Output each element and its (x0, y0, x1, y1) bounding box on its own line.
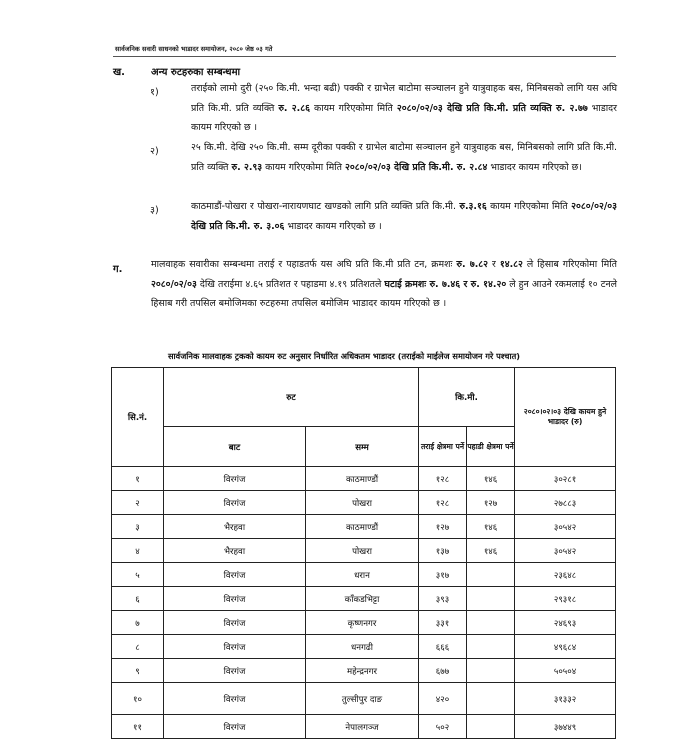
cell-from: भैरहवा (164, 539, 306, 563)
cell-hill-km: १४६ (467, 467, 515, 491)
cell-rate: ५०५०४ (515, 659, 616, 683)
cell-to: काठमाण्डौं (306, 467, 419, 491)
item-2-text-a: २५ कि.मी. देखि २५० कि.मी. सम्म दूरीका पक्की र ग्राभेल बाटोमा सञ्चालन हुने यात्रुवाहक बस, मिनिबसको लागि प्रति कि.मी. प्रति व्यक्ति (191, 142, 617, 173)
header-km: कि.मी. (419, 368, 515, 427)
ga-date: २०८०/०२/०३ (151, 278, 197, 290)
cell-hill-km (467, 715, 515, 739)
header-route: रुट (164, 368, 419, 427)
header-to: सम्म (306, 427, 419, 467)
cell-to: महेन्द्रनगर (306, 659, 419, 683)
header-from: बाट (164, 427, 306, 467)
running-header: सार्वजनिक सवारी साधनको भाडादर समायोजन, २०८० जेष्ठ ०३ गते (115, 45, 273, 53)
cell-hill-km (467, 611, 515, 635)
item-2-rate-old: रु. २.९३ (231, 161, 263, 173)
cell-rate: ३०५४२ (515, 515, 616, 539)
cell-hill-km (467, 635, 515, 659)
cell-rate: २९३१८ (515, 587, 616, 611)
cell-terai-km: ४२० (419, 683, 467, 715)
ga-text-b: र (488, 259, 500, 270)
cell-rate: २७८८३ (515, 491, 616, 515)
table-row (112, 539, 616, 563)
section-kha-marker: ख. (113, 67, 125, 78)
cell-terai-km: १३७ (419, 539, 467, 563)
table-row (112, 491, 616, 515)
item-1-text-b: कायम गरिएकोमा मिति (309, 102, 397, 114)
item-2-paragraph (191, 138, 617, 177)
cell-hill-km: १४६ (467, 515, 515, 539)
cell-to: नेपालगञ्ज (306, 715, 419, 739)
table-row (112, 563, 616, 587)
cell-from: विरगंज (164, 715, 306, 739)
cell-to: तुल्सीपुर दाङ (306, 683, 419, 715)
item-2-new-rate: २०८०/०२/०३ देखि प्रति कि.मी. रु. २.८४ (344, 161, 488, 173)
item-1-text-c: भाडादर कायम गरिएको छ । (191, 102, 617, 133)
item-1-rate-old: रु. २.८६ (278, 102, 310, 114)
table-row (112, 611, 616, 635)
item-2-text-c: भाडादर कायम गरिएको छ। (487, 161, 582, 173)
cell-to: पोखरा (306, 539, 419, 563)
cell-serial-number: १ (112, 467, 164, 491)
item-1-number: १) (150, 87, 159, 98)
table-row (112, 467, 616, 491)
table-row (112, 715, 616, 739)
cell-hill-km (467, 563, 515, 587)
table-row (112, 659, 616, 683)
cell-from: विरगंज (164, 467, 306, 491)
cell-serial-number: ४ (112, 539, 164, 563)
ga-text-d: देखि तराईमा ४.६५ प्रतिशत र पहाडमा ४.१९ प्रतिशतले (196, 278, 385, 290)
cell-terai-km: १२८ (419, 467, 467, 491)
item-3-text-c: भाडादर कायम गरिएको छ । (284, 220, 382, 232)
cell-terai-km: १२७ (419, 515, 467, 539)
header-terai: तराई क्षेत्रमा पर्ने (419, 427, 467, 467)
cell-serial-number: ११ (112, 715, 164, 739)
cell-to: काठमाण्डौं (306, 515, 419, 539)
cell-from: विरगंज (164, 635, 306, 659)
cell-to: कृष्णनगर (306, 611, 419, 635)
cell-serial-number: ६ (112, 587, 164, 611)
cell-terai-km: ५०२ (419, 715, 467, 739)
cell-serial-number: ३ (112, 515, 164, 539)
item-3-rate-old: रु.३.१६ (459, 201, 487, 212)
cell-from: विरगंज (164, 491, 306, 515)
header-serial-number: सि.नं. (112, 368, 164, 467)
ga-rate-2: १४.८२ (499, 259, 523, 270)
item-1-paragraph (191, 79, 617, 138)
cell-to: पोखरा (306, 491, 419, 515)
item-2-text-b: कायम गरिएकोमा मिति (262, 161, 345, 173)
cell-hill-km (467, 659, 515, 683)
cell-to: धरान (306, 563, 419, 587)
table-row (112, 515, 616, 539)
item-1-new-rate: २०८०/०२/०३ देखि प्रति कि.मी. प्रति व्यक्ति रु. २.७७ (396, 102, 588, 114)
cell-to: धनगढी (306, 635, 419, 659)
section-ga-marker: ग. (113, 264, 123, 275)
item-1-text-a: तराईको लामो दुरी (२५० कि.मी. भन्दा बढी) पक्की र ग्राभेल बाटोमा सञ्चालन हुने यात्रुवाहक बस, मिनिबसको लागि यस अघि प्रति कि.मी. प्रति व्यक्ति (191, 83, 617, 114)
item-3-new-rate: २०८०/०२/०३ देखि प्रति कि.मी. रु. ३.०६ (191, 201, 617, 232)
cell-rate: ३०५४२ (515, 539, 616, 563)
cell-from: विरगंज (164, 683, 306, 715)
cell-from: विरगंज (164, 587, 306, 611)
ga-text-a: मालवाहक सवारीका सम्बन्धमा तराई र पहाडतर्फ यस अघि प्रति कि.मी प्रति टन, क्रमशः (151, 259, 457, 270)
cell-serial-number: १० (112, 683, 164, 715)
cell-rate: ३०२८१ (515, 467, 616, 491)
item-2-number: २) (150, 146, 159, 157)
cell-serial-number: ८ (112, 635, 164, 659)
ga-text-c: ले हिसाब गरिएकोमा मिति (522, 259, 618, 270)
cell-rate: ३७४४९ (515, 715, 616, 739)
cell-serial-number: ७ (112, 611, 164, 635)
cell-terai-km: ६६६ (419, 635, 467, 659)
cell-rate: २३६४८ (515, 563, 616, 587)
cell-terai-km: १२८ (419, 491, 467, 515)
table-row (112, 587, 616, 611)
cell-rate: ४९६८४ (515, 635, 616, 659)
item-3-text-a: काठमाडौं-पोखरा र पोखरा-नारायणघाट खण्डको लागि प्रति व्यक्ति प्रति कि.मी. (191, 201, 460, 212)
item-3-number: ३) (150, 205, 159, 216)
cell-terai-km: ३३१ (419, 611, 467, 635)
cell-rate: २४६९३ (515, 611, 616, 635)
cell-hill-km: १२७ (467, 491, 515, 515)
cell-from: विरगंज (164, 659, 306, 683)
cell-serial-number: ९ (112, 659, 164, 683)
header-divider (113, 56, 616, 57)
cell-hill-km (467, 683, 515, 715)
header-rate: २०८०।०२।०३ देखि कायम हुने भाडादर (रु) (515, 368, 616, 467)
table-body (112, 467, 616, 739)
table-title: सार्वजनिक मालवाहक ट्रकको कायम रुट अनुसार निर्धारित अधिकतम भाडादर (तराईको माईलेज समायोजन गरे पश्चात) (168, 351, 520, 361)
item-3-text-b: कायम गरिएकोमा मिति (486, 201, 572, 212)
ga-new-rates: घटाई क्रमशः रु. ७.४६ र रु. १४.२० (384, 278, 507, 290)
cell-from: भैरहवा (164, 515, 306, 539)
cell-hill-km: १४६ (467, 539, 515, 563)
cell-from: विरगंज (164, 563, 306, 587)
ga-rate-1: रु. ७.८२ (456, 259, 489, 270)
ga-text-e: ले हुन आउने रकमलाई १० टनले हिसाब गरी तपसिल बमोजिमका रुटहरुमा तपसिल बमोजिम भाडादर कायम गरिएको छ । (151, 278, 617, 309)
item-3-paragraph (191, 197, 617, 236)
cell-serial-number: ५ (112, 563, 164, 587)
table-row (112, 635, 616, 659)
freight-rate-table (111, 367, 616, 739)
cell-to: काँकडभिट्टा (306, 587, 419, 611)
cell-terai-km: ३१७ (419, 563, 467, 587)
section-ga-paragraph (151, 255, 617, 314)
header-hill: पहाडी क्षेत्रमा पर्ने (467, 427, 515, 467)
cell-terai-km: ३९३ (419, 587, 467, 611)
cell-rate: ३१३३२ (515, 683, 616, 715)
cell-hill-km (467, 587, 515, 611)
cell-from: विरगंज (164, 611, 306, 635)
table-row (112, 683, 616, 715)
cell-terai-km: ६७७ (419, 659, 467, 683)
cell-serial-number: २ (112, 491, 164, 515)
section-kha-title: अन्य रुटहरुका सम्बन्धमा (151, 67, 241, 78)
